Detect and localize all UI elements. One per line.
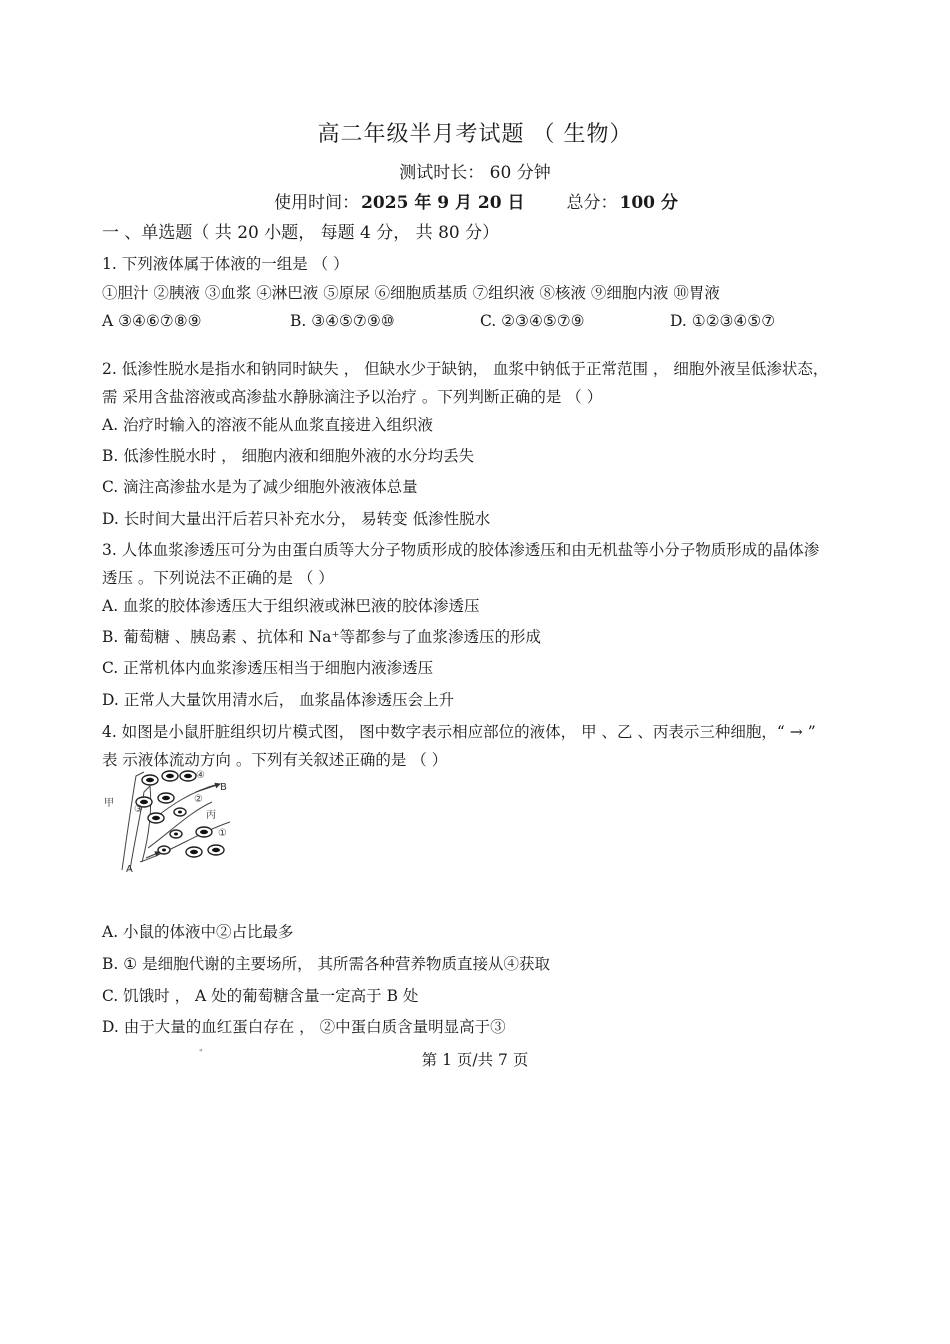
q2-stem-line1: 2. 低渗性脱水是指水和钠同时缺失 ， 但缺水少于缺钠， 血浆中钠低于正常范围 ， 细胞外液呈低渗状态， [102, 360, 829, 378]
q4-stem-line2: 表 示液体流动方向 。下列有关叙述正确的是 （ ） [102, 751, 448, 769]
section-heading: 一 、单选题（ 共 20 小题， 每题 4 分， 共 80 分） [102, 223, 500, 243]
q2-option-b: B. 低渗性脱水时 ， 细胞内液和细胞外液的水分均丢失 [102, 447, 475, 465]
q4-stem-line1: 4. 如图是小鼠肝脏组织切片模式图， 图中数字表示相应部位的液体， 甲 、乙 、丙表示三种细胞，“ → ” [102, 723, 816, 741]
q4-option-d: D. 由于大量的血红蛋白存在 ， ②中蛋白质含量明显高于③ [102, 1018, 506, 1036]
score-value: 100 分 [619, 193, 678, 213]
q2-option-d: D. 长时间大量出汗后若只补充水分， 易转变 低渗性脱水 [102, 510, 491, 528]
label-n3: ③ [134, 804, 143, 815]
score-label: 总分： [566, 193, 618, 213]
q3-stem-line2: 透压 。下列说法不正确的是 （ ） [102, 569, 334, 587]
q2-option-a: A. 治疗时输入的溶液不能从血浆直接进入组织液 [102, 416, 434, 434]
label-yi: 丙 [206, 810, 216, 821]
q1-options [102, 312, 862, 330]
q3-option-c: C. 正常机体内血浆渗透压相当于细胞内液渗透压 [102, 659, 434, 677]
label-jia: 甲 [104, 798, 114, 809]
exam-title: 高二年级半月考试题 （ 生物） [317, 122, 633, 147]
label-n4: ④ [196, 770, 205, 781]
q1-option-b: B. ③④⑤⑦⑨⑩ [290, 312, 395, 330]
exam-duration: 测试时长： 60 分钟 [399, 163, 551, 183]
q4-option-b: B. ① 是细胞代谢的主要场所， 其所需各种营养物质直接从④获取 [102, 955, 550, 973]
q1-items: ①胆汁 ②胰液 ③血浆 ④淋巴液 ⑤原尿 ⑥细胞质基质 ⑦组织液 ⑧核液 ⑨细胞内液 ⑩胃液 [102, 284, 720, 302]
q2-option-c: C. 滴注高渗盐水是为了减少细胞外液液体总量 [102, 478, 418, 496]
q1-option-c: C. ②③④⑤⑦⑨ [480, 312, 585, 330]
liver-tissue-diagram [100, 762, 250, 878]
q1-option-d: D. ①②③④⑤⑦ [670, 312, 776, 330]
q3-option-b: B. 葡萄糖 、胰岛素 、抗体和 Na⁺等都参与了血浆渗透压的形成 [102, 628, 542, 646]
q4-option-a: A. 小鼠的体液中②占比最多 [102, 923, 294, 941]
q4-option-c: C. 饥饿时 ， A 处的葡萄糖含量一定高于 B 处 [102, 987, 419, 1005]
q3-option-d: D. 正常人大量饮用清水后， 血浆晶体渗透压会上升 [102, 691, 455, 709]
label-b: B [220, 782, 227, 793]
stray-mark: " [199, 1048, 203, 1057]
q1-stem: 1. 下列液体属于体液的一组是 （ ） [102, 255, 349, 273]
page-number: 第 1 页/共 7 页 [421, 1051, 529, 1069]
label-a: A [126, 864, 133, 875]
q3-option-a: A. 血浆的胶体渗透压大于组织液或淋巴液的胶体渗透压 [102, 597, 480, 615]
label-n2: ② [194, 794, 203, 805]
date-label: 使用时间： [274, 193, 360, 213]
q1-option-a: A ③④⑥⑦⑧⑨ [102, 312, 202, 330]
label-n1: ① [218, 828, 227, 839]
q2-stem-line2: 需 采用含盐溶液或高渗盐水静脉滴注予以治疗 。下列判断正确的是 （ ） [102, 388, 603, 406]
exam-meta [0, 188, 950, 213]
date-value: 2025 年 9 月 20 日 [361, 193, 525, 213]
q3-stem-line1: 3. 人体血浆渗透压可分为由蛋白质等大分子物质形成的胶体渗透压和由无机盐等小分子物质形成的晶体渗 [102, 541, 820, 559]
